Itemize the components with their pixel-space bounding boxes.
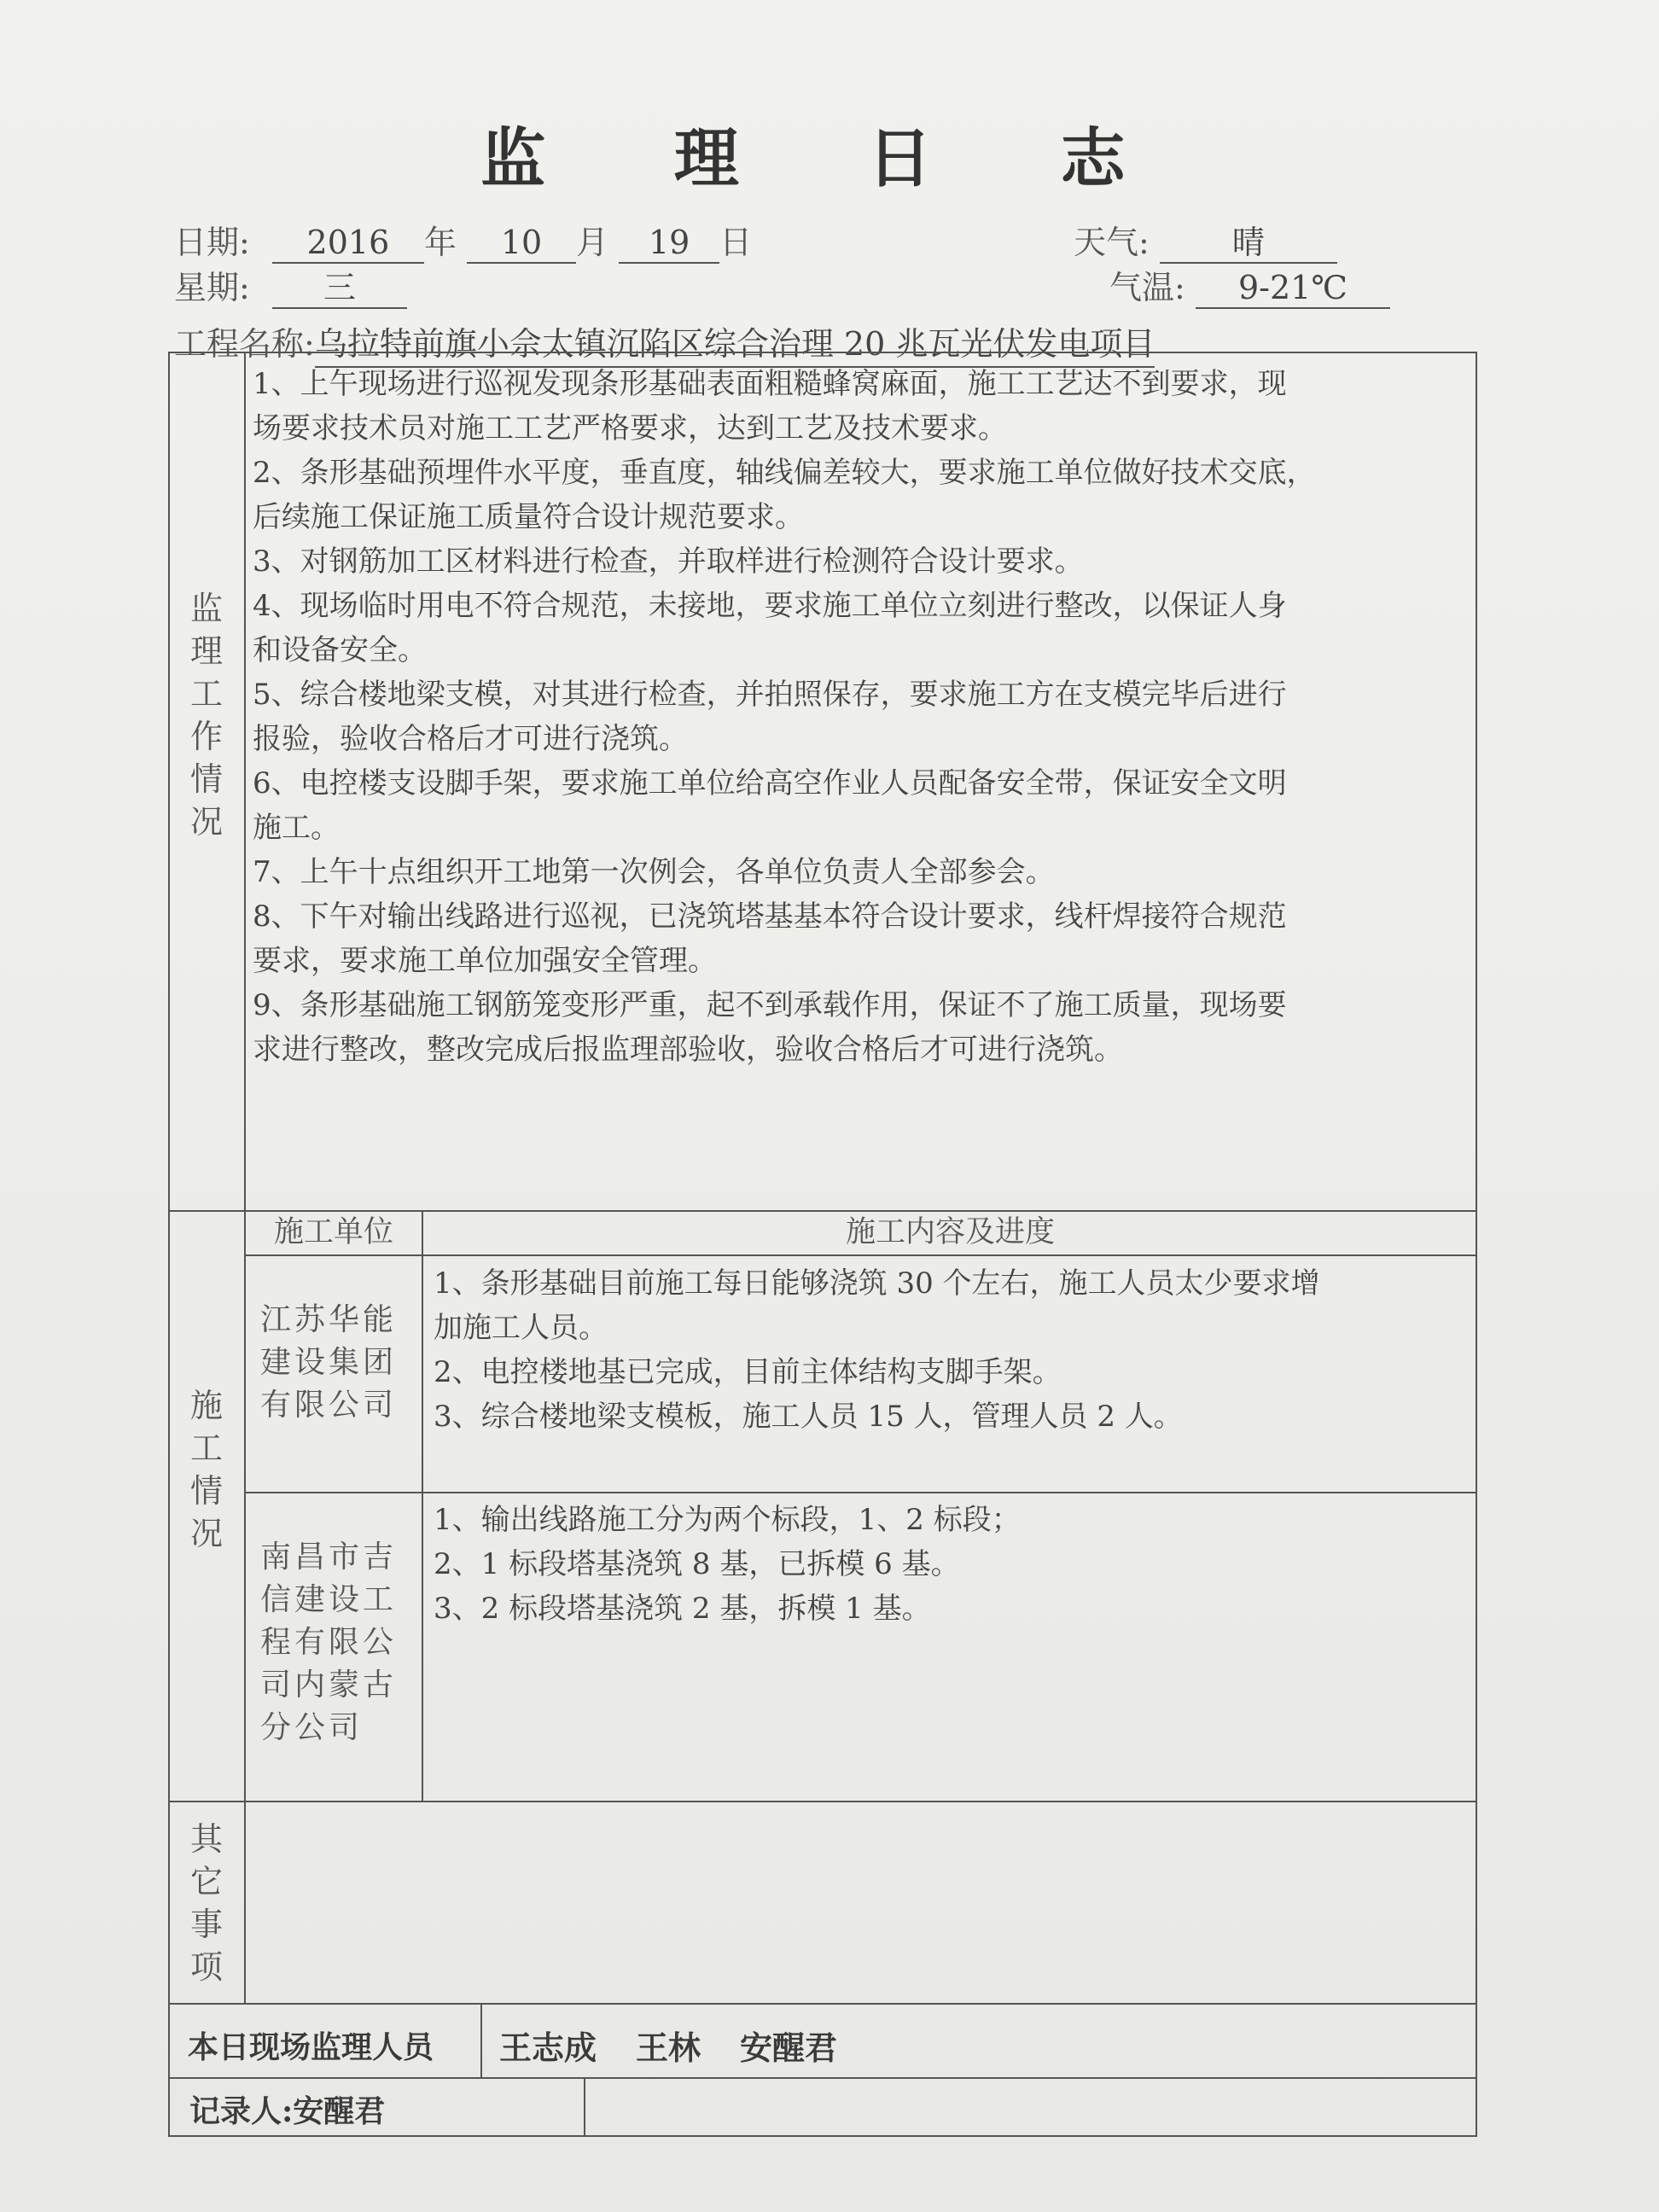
contractor-name: 江苏华能 建设集团 有限公司 <box>260 1302 398 1423</box>
section-divider <box>168 2077 1477 2079</box>
note-line: 求进行整改，整改完成后报监理部验收，验收合格后才可进行浇筑。 <box>253 1033 1123 1067</box>
column-header-unit: 施工单位 <box>273 1215 393 1249</box>
temperature-value: 9-21℃ <box>1196 271 1390 309</box>
weekday-value: 三 <box>272 271 407 309</box>
date-line <box>174 226 752 264</box>
construction-section-label: 施 工 情 况 <box>189 1387 223 1552</box>
note-line: 要求，要求施工单位加强安全管理。 <box>253 944 717 978</box>
footer-divider <box>584 2077 585 2137</box>
unit-column-divider <box>422 1210 423 1801</box>
on-site-staff-names <box>499 2022 876 2069</box>
month-value: 10 <box>467 226 576 264</box>
note-line: 和设备安全。 <box>253 633 427 667</box>
note-line: 1、上午现场进行巡视发现条形基础表面粗糙蜂窝麻面，施工工艺达不到要求，现 <box>253 367 1287 401</box>
supervision-section-label: 监 理 工 作 情 况 <box>189 590 223 841</box>
temperature-label: 气温: <box>1109 269 1185 306</box>
note-line: 5、综合楼地梁支模，对其进行检查，并拍照保存，要求施工方在支模完毕后进行 <box>253 678 1287 712</box>
year-label: 年 <box>423 224 457 261</box>
footer-divider <box>480 2003 482 2077</box>
date-label: 日期: <box>174 224 250 261</box>
recorder-label: 记录人:安醒君 <box>189 2093 386 2129</box>
note-line: 7、上午十点组织开工地第一次例会，各单位负责人全部参会。 <box>253 855 1055 889</box>
section-divider <box>168 1801 1477 1802</box>
staff-name: 王林 <box>636 2029 701 2067</box>
on-site-staff-label: 本日现场监理人员 <box>188 2029 434 2065</box>
note-line: 施工。 <box>253 811 340 845</box>
contractor-progress: 1、输出线路施工分为两个标段，1、2 标段； 2、1 标段塔基浇筑 8 基，已拆模 6 基。 3、2 标段塔基浇筑 2 基，拆模 1 基。 <box>434 1503 1021 1626</box>
section-divider <box>168 2003 1477 2005</box>
weekday-line <box>174 271 407 309</box>
project-label: 工程名称: <box>174 325 315 363</box>
other-matters-label: 其 它 事 项 <box>189 1820 223 1986</box>
note-line: 9、条形基础施工钢筋笼变形严重，起不到承载作用，保证不了施工质量，现场要 <box>253 988 1287 1022</box>
note-line: 6、电控楼支设脚手架，要求施工单位给高空作业人员配备安全带，保证安全文明 <box>253 766 1287 800</box>
day-label: 日 <box>719 224 753 261</box>
section-divider <box>168 1210 1477 1212</box>
year-value: 2016 <box>272 226 424 264</box>
row-divider <box>244 1492 1477 1493</box>
label-column-divider <box>244 352 246 2003</box>
staff-name: 王志成 <box>499 2029 597 2067</box>
weekday-label: 星期: <box>174 269 250 306</box>
staff-name: 安醒君 <box>740 2029 838 2067</box>
month-label: 月 <box>576 224 609 261</box>
column-header-content: 施工内容及进度 <box>845 1215 1055 1249</box>
note-line: 报验，验收合格后才可进行浇筑。 <box>253 722 688 756</box>
weather-value: 晴 <box>1160 226 1337 264</box>
weather-line <box>1074 226 1337 264</box>
note-line: 8、下午对输出线路进行巡视，已浇筑塔基基本符合设计要求，线杆焊接符合规范 <box>253 899 1287 934</box>
weather-label: 天气: <box>1074 224 1150 261</box>
supervision-notes <box>253 362 1473 1072</box>
note-line: 场要求技术员对施工工艺严格要求，达到工艺及技术要求。 <box>253 411 1007 445</box>
contractor-name: 南昌市吉 信建设工 程有限公 司内蒙古 分公司 <box>260 1540 398 1745</box>
page-title: 监 理 日 志 <box>480 120 1179 196</box>
temperature-line <box>1109 271 1390 309</box>
day-value: 19 <box>619 226 719 264</box>
column-header-divider <box>244 1254 1477 1256</box>
note-line: 3、对钢筋加工区材料进行检查，并取样进行检测符合设计要求。 <box>253 544 1084 579</box>
contractor-progress: 1、条形基础目前施工每日能够浇筑 30 个左右，施工人员太少要求增 加施工人员。 2、电控楼地基已完成，目前主体结构支脚手架。 3、综合楼地梁支模板，施工人员 15 人，管理人员 2 人。 <box>434 1266 1320 1434</box>
note-line: 后续施工保证施工质量符合设计规范要求。 <box>253 500 804 534</box>
note-line: 2、条形基础预埋件水平度，垂直度，轴线偏差较大，要求施工单位做好技术交底， <box>253 456 1316 490</box>
note-line: 4、现场临时用电不符合规范，未接地，要求施工单位立刻进行整改，以保证人身 <box>253 589 1287 623</box>
project-name: 乌拉特前旗小佘太镇沉陷区综合治理 20 兆瓦光伏发电项目 <box>315 325 1155 368</box>
